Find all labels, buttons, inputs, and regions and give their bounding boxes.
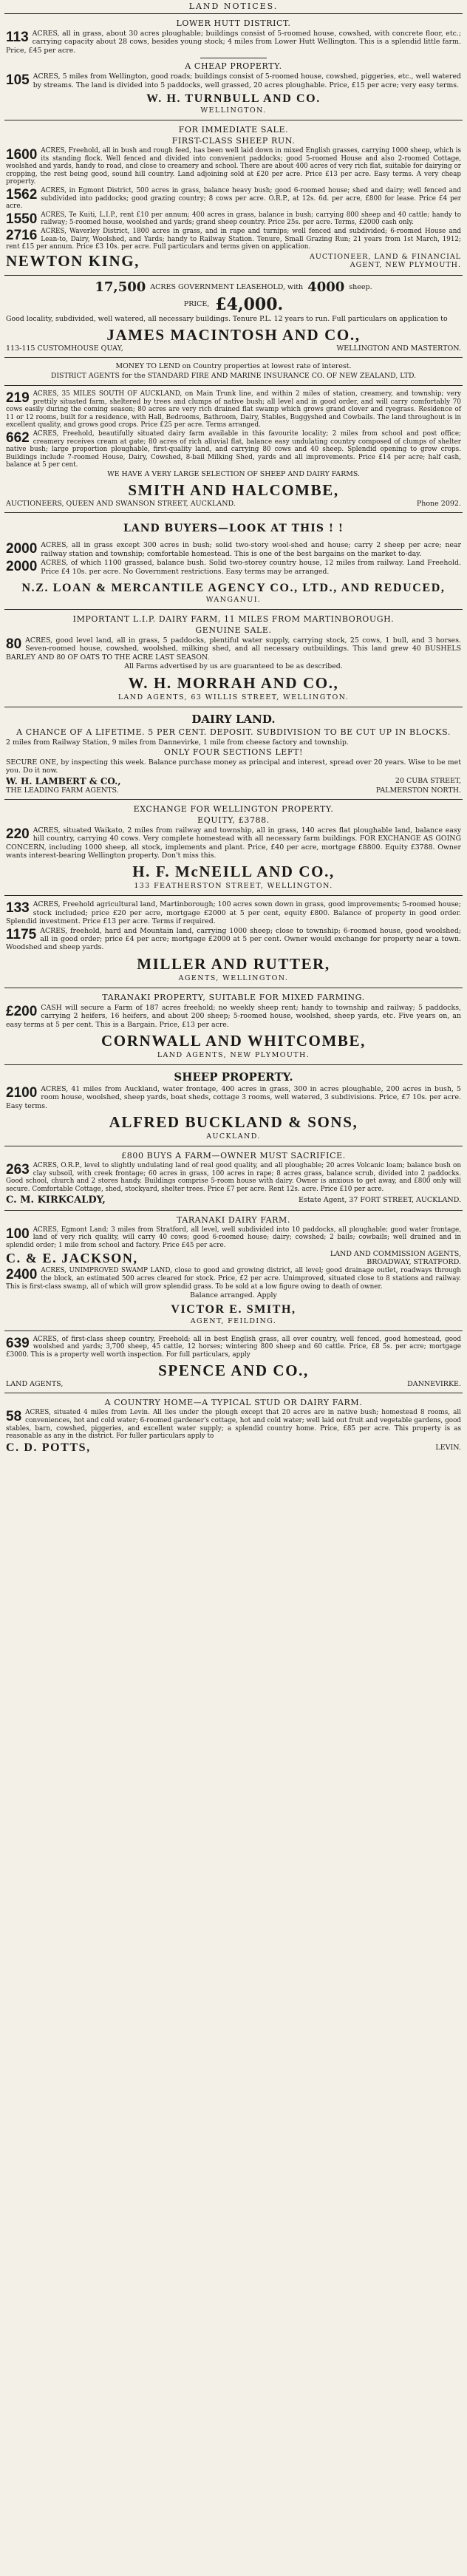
agent-name: SMITH AND HALCOMBE, [128,481,339,500]
agent-name: C. & E. JACKSON, [6,1250,138,1265]
price-figure: £200 [6,1003,38,1019]
ad-macintosh [4,276,463,358]
agent-town: AGENT, NEW PLYMOUTH. [350,261,461,270]
agent-town: LEVIN. [435,1444,461,1452]
agent-town: LAND AGENTS, NEW PLYMOUTH. [157,1051,310,1060]
newspaper-page [4,0,463,1459]
agent-details [330,1250,461,1266]
ad-smith-halcombe [4,386,463,513]
listing-1175-acres [6,927,461,952]
acreage-figure: 263 [6,1162,30,1178]
ad-mcneill [4,800,463,897]
heading-martinborough: IMPORTANT L.I.P. DAIRY FARM, 11 MILES FROM MARTINBOROUGH. [72,614,395,624]
price-value: £4,000. [215,294,284,314]
money-line: MONEY TO LEND on Country properties at lowest rate of interest. [115,362,352,371]
ad-turnbull [4,14,463,120]
listing-2716-acres [6,228,461,251]
listing-text: ACRES, of first-class sheep country, Freehold; all in best English grass, all over country, well fenced, good homestead, good woolshed and yards; 3,700 sheep, 45 cattle, 12 horses; wintering 800 sheep and 60 cattle. Price, £8 5s. per acre; mortgage £3000. This is a property well worth inspection. For full particulars, apply [6,1335,461,1359]
listing-text: ACRES, Freehold, beautifully situated dairy farm available in this favourite locality; 2 miles from school and post office; creamery receives cream at gate; 80 acres of rich alluvial flat, balance easy undulating country composed of clumps of shelter native bush; large proportion ploughable, first-quality land, and carrying 80 cows and 40 sheep. Splendid opening to grow crops. Buildings include 7-roomed House, Dairy, Cowshed, 8-bail Milking Shed, yards and all improvements. Price £14 per acre; half cash, balance at 5 per cent. [6,429,461,469]
ad-potts [4,1393,463,1458]
agent-name-victor: VICTOR E. SMITH, [171,1302,296,1316]
listing-lower-hutt [6,30,461,55]
agent-row [6,776,461,786]
acreage-figure: 2000 [6,559,38,575]
guarantee-note: All Farms advertised by us are guaranteed to be as described. [124,662,343,671]
heading-sheep-property: SHEEP PROPERTY. [174,1070,293,1084]
agent-address-row [6,344,461,353]
agent-name: ALFRED BUCKLAND & SONS, [109,1113,358,1132]
agent-name: CORNWALL AND WHITCOMBE, [101,1032,366,1050]
listing-text: ACRES, O.R.P., level to slightly undulating land of real good quality, and all ploughable; 20 acres Volcanic loam; balance bush on clay subsoil, with creek frontage; 60 acres in grass, 100 acres in rape; 8 acres grass, balance scrub, divided into 2 paddocks. Good school, church and 2 stores handy. Buildings comprise 5-room house with dairy. Owner is anxious to get away, and £800 only will secure. Comfortable Cottage, shed, stockyard, shelter trees. Price £7 per acre. Rent 12s. acre. Price £10 per acre. [6,1162,461,1194]
listing-location: 2 miles from Railway Station, 9 miles from Dannevirke, 1 mile from cheese factory and township. [6,738,349,747]
agent-tagline: THE LEADING FARM AGENTS. [6,786,119,795]
agent-name: W. H. LAMBERT & CO., [6,775,121,786]
agent-title: LAND AND COMMISSION AGENTS, [330,1250,461,1259]
agent-town: AGENT, FEILDING. [190,1316,277,1325]
listing-text: ACRES, Freehold agricultural land, Martinborough; 100 acres sown down in grass, good improvements; 5-roomed house; stock included; price £20 per acre, mortgage £2000 at 5 per cent, equity £800. Balance of property in good order. Splendid investment. Price £13 per acre. Terms if required. [6,900,461,926]
acreage-figure: 639 [6,1335,30,1351]
agent-name: SPENCE AND CO., [158,1362,309,1380]
ad-spence [4,1331,463,1394]
acreage-figure: 1550 [6,211,38,227]
listing-text: ACRES, in Egmont District, 500 acres in grass, balance heavy bush; good 6-roomed house; shed and dairy; well fenced and subdivided into paddocks; good grazing country; 8 cows per acre. O.R.P., at 12s. 6d. per acre, £800 for lease. Price £4 per acre. [6,187,461,211]
agent-name: N.Z. LOAN & MERCANTILE AGENCY CO., LTD., AND REDUCED, [21,581,446,594]
agent-row [6,1250,461,1266]
agent-address: LAND AGENTS, 63 WILLIS STREET, WELLINGTON. [117,693,350,701]
listing-text: ACRES, 41 miles from Auckland, water frontage, 400 acres in grass, 300 in acres ploughable, 200 acres in bush, 5 room house, woolshed, sheep yards, boat sheds, cottage 3 rooms, well watered, 3 subdivisions. Price, £7 10s. per acre. Easy terms. [6,1085,461,1110]
agent-name: MILLER AND RUTTER, [137,954,330,973]
listing-1550-acres [6,211,461,227]
acreage-figure: 219 [6,390,30,406]
secure-text: SECURE ONE, by inspecting this week. Balance purchase money as principal and interest, spread over 20 years. Wise to be met you. Do it now. [6,758,461,775]
listing-100-acres [6,1226,461,1250]
acreage-figure: 80 [6,636,22,652]
heading-taranaki-dairy: TARANAKI DAIRY FARM. [176,1214,290,1225]
agent-row [6,1380,461,1388]
acreage-figure: 1562 [6,187,38,203]
listing-taranaki [6,1004,461,1029]
headline-text: ACRES GOVERNMENT LEASEHOLD, with [150,282,304,291]
acreage-figure: 2716 [6,227,38,243]
ad-newton-king [4,120,463,276]
acreage-figure: 100 [6,1226,30,1242]
section-masthead: LAND NOTICES. [4,0,463,14]
acreage-figure: 662 [6,429,30,446]
listing-1562-acres [6,187,461,211]
agent-row [6,1441,461,1455]
ad-money-to-lend [4,358,463,386]
ad-jackson [4,1211,463,1331]
listing-2100-acres [6,1085,461,1110]
acreage-figure: 105 [6,72,30,89]
ad-lambert [4,707,463,800]
acreage-figure: 2100 [6,1085,38,1101]
listing-2000-acres-grass [6,541,461,558]
listing-text: ACRES, Freehold, all in bush and rough feed, has been well laid down in mixed English grasses, carrying 1000 sheep, which is its standing flock. Well fenced and divided into convenient paddocks; good 5-roomed House and also 2-roomed Cottage, woolshed and yards, handy to road, and close to creamery and school. There are about 400 acres of very rich flat, suitable for dairying or cropping, the rest being good, sound hill country. Land adjoining sold at £20 per acre. Price £13 per acre. Easy terms. A very cheap property. [6,147,461,186]
price-row [6,295,461,314]
agent-name: H. F. McNEILL AND CO., [132,863,335,881]
sheep-unit: sheep. [349,282,372,291]
listing-text: ACRES, 35 MILES SOUTH OF AUCKLAND, on Main Trunk line, and within 2 miles of station, creamery, and township; very prettily situated farm, sheltered by trees and clumps of native bush; all level and in good order, and will carry comfortably 70 cows easily during the coming season; 80 acres are very rich drained flat swamp which grows grand clover and ryegrass. Residence of 11 or 12 rooms, built for a residence, with Hall, Bedrooms, Bathroom, Dairy, Stables, Buggyshed and Cowbails. The land throughout is in excellent quality, and grows good crops. Price £25 per acre. Terms arranged. [6,390,461,429]
ad-land-buyers [4,513,463,610]
acreage-figure: 58 [6,1409,22,1425]
listing-219-acres [6,390,461,429]
listing-cheap-property [6,72,461,89]
agent-address: Estate Agent, 37 FORT STREET, AUCKLAND. [299,1195,461,1204]
listing-662-acres [6,430,461,469]
balance-note: Balance arranged. Apply [190,1291,277,1300]
listing-text: ACRES, freehold, hard and Mountain land, carrying 1000 sheep; close to township; 6-roomed house, good woolshed; all in good order; price £4 per acre; mortgage £2000 at 5 per cent. Owner would exchange for property near a town. Woodshed and sheep yards. [6,926,461,952]
agent-address: AUCTIONEERS, QUEEN AND SWANSON STREET, AUCKLAND. [6,500,236,509]
listing-text: ACRES, Waverley District, 1800 acres in grass, and in rape and turnips; well fenced and subdivided; 6-roomed House and Lean-to, Dairy, Woolshed, and Yards; handy to Railway Station. Tenure, Small Grazing Run; 21 years from 1st March, 1912; rent £15 per annum. Price £3 10s. per acre. Full particulars and terms given on application. [6,227,461,251]
acreage-figure: 2400 [6,1267,38,1283]
acreage-figure: 2000 [6,541,38,557]
acreage-figure: 133 [6,900,30,917]
heading-exchange: EXCHANGE FOR WELLINGTON PROPERTY. [133,803,334,814]
genuine-sale: GENUINE SALE. [195,625,272,635]
agent-title: AUCTIONEER, LAND & FINANCIAL [309,253,461,262]
ad-buckland [4,1065,463,1146]
acreage-figure: 220 [6,826,30,842]
listing-text: ACRES, situated Waikato, 2 miles from railway and township, all in grass, 140 acres flat ploughable land, balance easy hill country, carrying 40 cows. Very complete homestead with all necessary farm buildings. FOR EXCHANGE AS GOING CONCERN, including 1000 sheep, all stock, implements and plant. Price, £40 per acre, mortgage £8800. Equity £3788. Owner wants interest-bearing Wellington property. Don't miss this. [6,826,461,860]
acreage-figure: 1600 [6,147,38,163]
heading-taranaki-property: TARANAKI PROPERTY, SUITABLE FOR MIXED FARMING. [102,992,365,1002]
insurance-line: DISTRICT AGENTS for the STANDARD FIRE AND MARINE INSURANCE CO. OF NEW ZEALAND, LTD. [50,371,417,380]
ad-morrah [4,610,463,707]
heading-immediate-sale: FOR IMMEDIATE SALE. [178,125,289,135]
listing-text: ACRES, good level land, all in grass, 5 paddocks, plentiful water supply, carrying stock, 25 cows, 1 bull, and 3 horses. Seven-roomed house, cowshed, woolshed, milking shed, and all necessary outbuildings. This land grew 40 BUSHELS BARLEY AND 80 OF OATS TO THE ACRE LAST SEASON. [6,636,461,662]
listing-text: ACRES, all in grass, about 30 acres ploughable; buildings consist of 5-roomed house, cowshed, with concrete floor, etc.; carrying capacity about 28 cows, besides young stock; 4 miles from Lower Hutt Wellington. This is a splendid little farm. Price, £45 per acre. [6,30,461,55]
agent-town: AGENTS, WELLINGTON. [178,973,289,982]
listing-2400-acres [6,1267,461,1291]
listing-1600-acres [6,147,461,186]
listing-220-acres [6,826,461,860]
agent-address: 20 CUBA STREET, [395,777,461,786]
sheep-count: 4000 [307,279,345,295]
listing-133-acres [6,900,461,925]
agent-town: WANGANUI. [205,595,262,604]
listing-text: ACRES, situated 4 miles from Levin. All lies under the plough except that 20 acres are in native bush; homestead 8 rooms, all conveniences, hot and cold water; 6-roomed gardener's cottage, hot and cold water; well laid out fruit and vegetable gardens, good stables, barn, cowshed, piggeries, and excellent water supply; a splendid country home. Price, £85 per acre. This property is as reasonable as any in the district. For fuller particulars apply to [6,1409,461,1441]
ad-kirkcaldy [4,1146,463,1210]
agent-name: JAMES MACINTOSH AND CO., [106,326,361,344]
price-label: PRICE, [183,300,210,309]
headline-row [6,279,461,295]
listing-2000-acres-bush [6,559,461,576]
equity-line: EQUITY, £3788. [197,815,270,825]
heading-land-buyers: LAND BUYERS—LOOK AT THIS ! ! [123,523,344,535]
acreage-figure: 113 [6,30,29,45]
heading-owner-sacrifice: £800 BUYS A FARM—OWNER MUST SACRIFICE. [121,1151,346,1161]
listing-text: ACRES, Egmont Land; 3 miles from Stratford, all level, well subdivided into 10 paddocks, all ploughable; good water frontage, land of very rich quality, will carry 40 cows; good 6-roomed house; dairy; cowshed; 2 bails; cowbails; well drained and in splendid order; 1 mile from school and factory. Price £45 per acre. [6,1226,461,1249]
listing-text: ACRES, all in grass except 300 acres in bush; solid two-story wool-shed and house; carry 2 sheep per acre; near railway station and township; comfortable homestead. This is one of the best bargains on the market to-day. [41,541,461,558]
agent-title: LAND AGENTS, [6,1380,64,1389]
agent-address: 133 FEATHERSTON STREET, WELLINGTON. [134,882,333,891]
listing-text: ACRES, UNIMPROVED SWAMP LAND, close to good and growing district, all level; good drainage outlet, roadways through the block, an estimated 500 acres cleared for stock. Price, £2 per acre. Unimproved, situated close to 8 stations and railway. This is first-class swamp, all of which will grow splendid grass. To be sold at a low figure owing to death of owner. [6,1267,461,1291]
agent-address: 113-115 CUSTOMHOUSE QUAY, [6,344,123,353]
agent-town: AUCKLAND. [206,1132,261,1141]
listing-263-acres [6,1162,461,1193]
agent-name: C. M. KIRKCALDY, [6,1194,106,1206]
listing-text: ACRES, 5 miles from Wellington, good roads; buildings consist of 5-roomed house, cowshed, piggeries, etc., well watered by streams. The land is divided into 5 paddocks, well grassed, 20 acres ploughable. Price, £15 per acre; very easy terms. [33,72,461,89]
listing-text: ACRES, of which 1100 grassed, balance bush. Solid two-storey country house, 12 miles from railway. Land Freehold. Price £4 10s. per acre. No Government restrictions. Easy terms may be arranged. [41,559,461,576]
agent-row-2 [6,786,461,795]
acreage-figure: 1175 [6,926,37,942]
agent-name: W. H. TURNBULL AND CO. [146,92,321,106]
agent-row [6,1194,461,1206]
heading-cheap-property: A CHEAP PROPERTY. [185,61,282,72]
listing-text: CASH will secure a Farm of 187 acres freehold; no weekly sheep rent; handy to township and railway; 5 paddocks, carrying 2 heifers, 16 heifers, and about 200 sheep; 5-roomed house, woolshed, sheep yards, etc. Five years on, an easy terms at 5 per cent. This is a Bargain. Price, £13 per acre. [6,1003,461,1029]
heading-sheep-run: FIRST-CLASS SHEEP RUN. [171,136,296,146]
listing-58-acres [6,1409,461,1440]
agent-address: BROADWAY, STRATFORD. [367,1258,461,1267]
sections-notice: ONLY FOUR SECTIONS LEFT! [163,747,304,757]
agent-name: C. D. POTTS, [6,1441,91,1454]
agent-name: NEWTON KING, [6,251,140,270]
agent-towns: WELLINGTON AND MASTERTON. [336,344,461,353]
listing-639-acres [6,1336,461,1359]
listing-text: Good locality, subdivided, well watered, all necessary buildings. Tenure P.L. 12 years to run. Full particulars on application to [6,314,448,323]
heading-dairy-land: DAIRY LAND. [191,712,276,726]
acreage-figure: 17,500 [95,279,146,295]
subheading-chance: A CHANCE OF A LIFETIME. 5 PER CENT. DEPOSIT. SUBDIVISION TO BE CUT UP IN BLOCKS. [16,727,451,737]
heading-country-home: A COUNTRY HOME—A TYPICAL STUD OR DAIRY FARM. [104,1398,363,1408]
ad-miller-rutter [4,896,463,988]
selection-note: WE HAVE A VERY LARGE SELECTION OF SHEEP AND DAIRY FARMS. [107,469,360,478]
ad-cornwall [4,988,463,1065]
agent-name: W. H. MORRAH AND CO., [128,673,339,692]
listing-80-acres [6,636,461,662]
agent-details [310,253,461,269]
agent-town: PALMERSTON NORTH. [375,786,461,795]
agent-town: DANNEVIRKE. [407,1380,461,1389]
agent-town: WELLINGTON. [200,106,267,115]
agent-phone: Phone 2092. [416,500,461,509]
agent-footer-row [6,500,461,508]
heading-lower-hutt: LOWER HUTT DISTRICT. [176,18,291,28]
agent-line [6,252,461,271]
listing-text: ACRES, Te Kuiti, L.I.P., rent £10 per annum; 400 acres in grass, balance in bush; carrying 800 sheep and 40 cattle; handy to railway; 5-roomed house, woolshed and yards; grand sheep country. Price 25s. per acre. Terms, £2000 cash only. [41,211,461,227]
